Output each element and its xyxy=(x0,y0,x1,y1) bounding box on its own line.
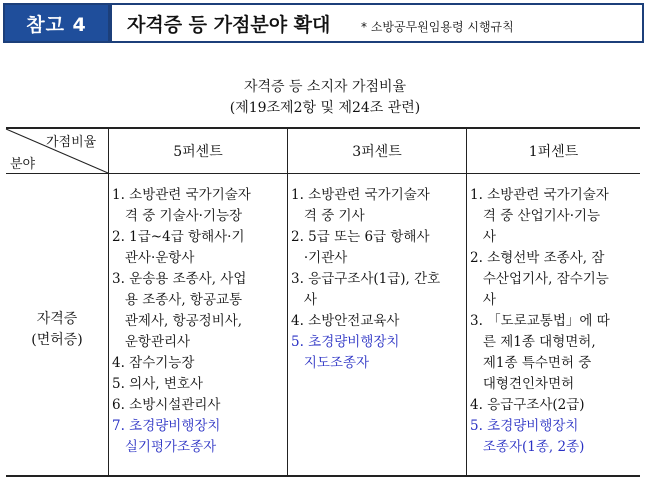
qualification-item xyxy=(291,311,463,332)
qualification-line: 1. 소방관련 국가기술자 xyxy=(470,187,609,203)
badge-separator xyxy=(108,5,112,41)
section-title: 자격증 등 가점분야 확대 xyxy=(127,14,331,36)
qualification-item xyxy=(112,353,284,374)
qualification-line: 4. 응급구조사(2급) xyxy=(470,397,585,413)
qualification-line: 관제사, 항공정비사, xyxy=(112,313,243,329)
qualification-line: 4. 잠수기능장 xyxy=(112,355,195,371)
qualification-line: 대형견인차면허 xyxy=(470,376,575,392)
qualification-line: 사 xyxy=(291,292,317,308)
qualification-line: 지도조종자 xyxy=(291,355,370,371)
table-caption-subtitle: (제19조제2항 및 제24조 관련) xyxy=(229,100,421,116)
qualification-line: 5. 초경량비행장치 xyxy=(291,334,400,350)
qualification-line: 른 제1종 대형면허, xyxy=(470,334,596,350)
column-header-3-percent: 3퍼센트 xyxy=(352,144,402,160)
column-header-5-percent: 5퍼센트 xyxy=(173,144,223,160)
qualification-item xyxy=(291,185,463,227)
qualification-item xyxy=(112,185,284,227)
qualification-line: 격 중 기술사·기능장 xyxy=(112,208,243,224)
column-1-percent-items xyxy=(470,185,636,458)
table-caption-title: 자격증 등 소지자 가점비율 xyxy=(243,79,407,95)
column-divider xyxy=(108,129,109,475)
column-3-percent-items xyxy=(291,185,463,374)
qualification-line: 1. 소방관련 국가기술자 xyxy=(112,187,251,203)
qualification-line: 2. 5급 또는 6급 항해사 xyxy=(291,229,430,245)
qualification-item xyxy=(470,185,636,248)
qualification-line: 운항관리사 xyxy=(112,334,191,350)
qualification-line: 제1종 특수면허 중 xyxy=(470,355,592,371)
qualification-item xyxy=(470,395,636,416)
qualification-line: 3. 「도로교통법」에 따 xyxy=(470,313,610,329)
qualification-line: 2. 소형선박 조종사, 잠 xyxy=(470,250,605,266)
column-divider xyxy=(466,129,467,475)
qualification-item xyxy=(112,269,284,353)
qualification-line: 3. 운송용 조종사, 사업 xyxy=(112,271,247,287)
qualification-item xyxy=(470,248,636,311)
row-label-line: (면허증) xyxy=(31,332,83,348)
qualification-line: 사 xyxy=(470,229,496,245)
qualification-item xyxy=(112,416,284,458)
qualification-item xyxy=(291,227,463,269)
corner-header-rate: 가점비율 xyxy=(46,135,97,150)
qualification-item xyxy=(470,416,636,458)
qualification-line: 조종자(1종, 2종) xyxy=(470,439,585,455)
section-note: * 소방공무원임용령 시행규칙 xyxy=(361,20,514,34)
qualification-line: 1. 소방관련 국가기술자 xyxy=(291,187,430,203)
reference-badge: 참고 4 xyxy=(5,5,108,41)
qualification-item xyxy=(470,311,636,395)
corner-header-field: 분야 xyxy=(10,157,36,172)
qualification-line: 격 중 기사 xyxy=(291,208,365,224)
qualification-line: 4. 소방안전교육사 xyxy=(291,313,400,329)
qualification-line: 6. 소방시설관리사 xyxy=(112,397,221,413)
points-table xyxy=(6,127,640,477)
column-header-1-percent: 1퍼센트 xyxy=(528,144,579,160)
qualification-line: 용 조종사, 항공교통 xyxy=(112,292,243,308)
qualification-item xyxy=(112,395,284,416)
column-5-percent-items xyxy=(112,185,284,458)
column-divider xyxy=(287,129,288,475)
qualification-line: 수산업기사, 잠수기능 xyxy=(470,271,609,287)
row-label-line: 자격증 xyxy=(36,311,78,327)
qualification-line: 5. 의사, 변호사 xyxy=(112,376,203,392)
qualification-item xyxy=(112,374,284,395)
qualification-line: 격 중 산업기사·기능 xyxy=(470,208,601,224)
qualification-item xyxy=(291,269,463,311)
qualification-item xyxy=(291,332,463,374)
section-header xyxy=(3,3,644,43)
qualification-line: ·기관사 xyxy=(291,250,348,266)
qualification-item xyxy=(112,227,284,269)
qualification-line: 실기평가조종자 xyxy=(112,439,217,455)
row-label xyxy=(6,309,108,351)
qualification-line: 7. 초경량비행장치 xyxy=(112,418,221,434)
qualification-line: 5. 초경량비행장치 xyxy=(470,418,579,434)
qualification-line: 사 xyxy=(470,292,496,308)
qualification-line: 2. 1급~4급 항해사·기 xyxy=(112,229,245,245)
header-row-divider xyxy=(6,173,640,174)
qualification-line: 3. 응급구조사(1급), 간호 xyxy=(291,271,441,287)
qualification-line: 관사·운항사 xyxy=(112,250,195,266)
